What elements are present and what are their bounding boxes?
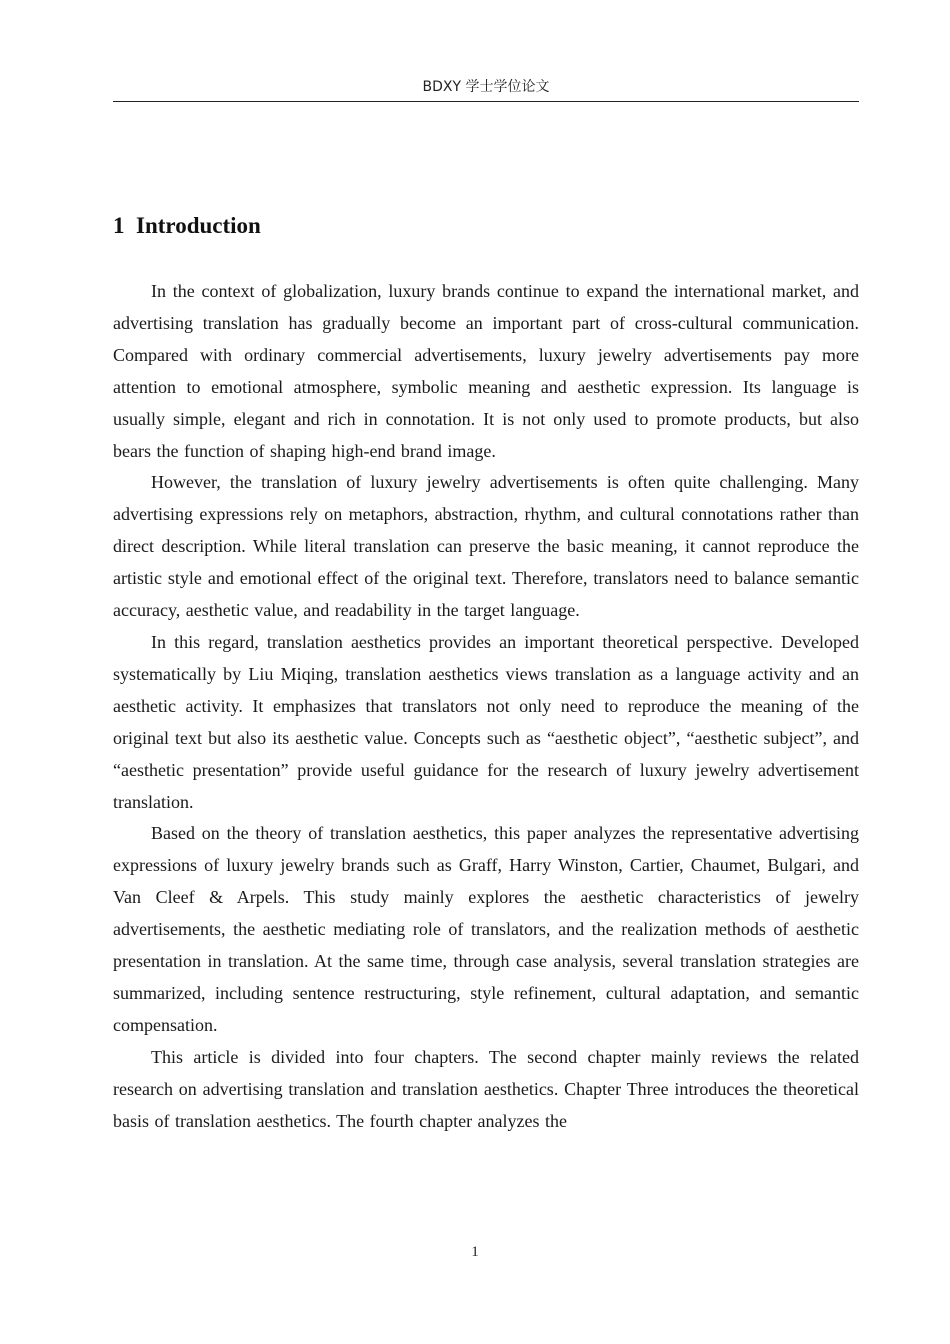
header-title: BDXY 学士学位论文 — [422, 79, 550, 95]
chapter-heading — [113, 210, 261, 242]
page-number: 1 — [471, 1244, 479, 1260]
page-header — [113, 77, 859, 102]
chapter-title: Introduction — [136, 213, 261, 238]
paragraph: Based on the theory of translation aesthetics, this paper analyzes the representative advertising expressions of luxury jewelry brands such as Graff, Harry Winston, Cartier, Chaumet, Bulgari, and Van Cleef & Arpels. This study mainly explores the aesthetic characteristics of jewelry advertisements, the aesthetic mediating role of translators, and the realization methods of aesthetic presentation in translation. At the same time, through case analysis, several translation strategies are summarized, including sentence restructuring, style refinement, cultural adaptation, and semantic compensation. — [113, 823, 859, 1035]
paragraph: This article is divided into four chapters. The second chapter mainly reviews the related research on advertising translation and translation aesthetics. Chapter Three introduces the theoretical basis of translation aesthetics. The fourth chapter analyzes the — [113, 1046, 859, 1131]
paragraph: In the context of globalization, luxury brands continue to expand the international market, and advertising translation has gradually become an important part of cross-cultural communication. Compared with ordinary commercial advertisements, luxury jewelry advertisements pay more attention to emotional atmosphere, symbolic meaning and aesthetic expression. Its language is usually simple, elegant and rich in connotation. It is not only used to promote products, but also bears the function of shaping high-end brand image. — [113, 281, 859, 461]
paragraph: However, the translation of luxury jewelry advertisements is often quite challenging. Many advertising expressions rely on metaphors, abstraction, rhythm, and cultural connotations rather than direct description. While literal translation can preserve the basic meaning, it cannot reproduce the artistic style and emotional effect of the original text. Therefore, translators need to balance semantic accuracy, aesthetic value, and readability in the target language. — [113, 472, 859, 621]
chapter-number: 1 — [113, 213, 125, 238]
body-text — [113, 276, 859, 1137]
paragraph: In this regard, translation aesthetics provides an important theoretical perspective. Developed systematically by Liu Miqing, translation aesthetics views translation as a language activity and an aesthetic activity. It emphasizes that translators not only need to reproduce the meaning of the original text but also its aesthetic value. Concepts such as “aesthetic object”, “aesthetic subject”, and “aesthetic presentation” provide useful guidance for the research of luxury jewelry advertisement translation. — [113, 631, 859, 812]
